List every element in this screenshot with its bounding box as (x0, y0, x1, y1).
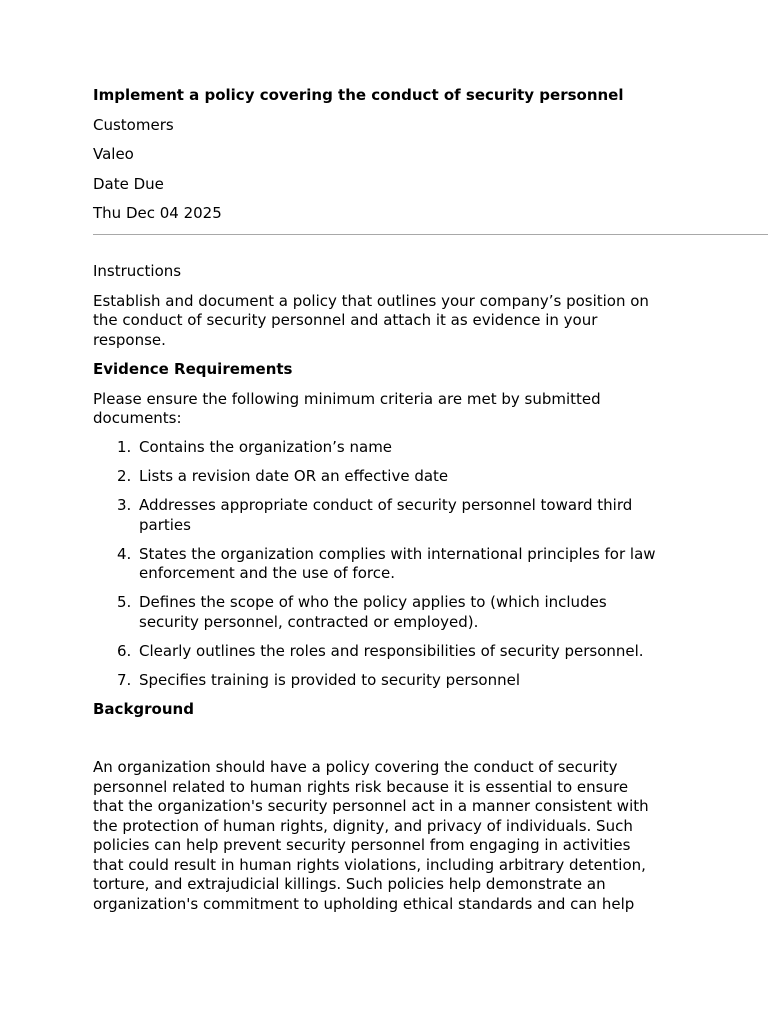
customers-label: Customers (93, 115, 174, 134)
instructions-line: the conduct of security personnel and attach it as evidence in your (93, 311, 598, 329)
list-item-text: Addresses appropriate conduct of security personnel toward third (139, 496, 633, 514)
list-item-number: 5. (117, 593, 132, 611)
background-line: that could result in human rights violations, including arbitrary detention, (93, 855, 646, 874)
date-due-value: Thu Dec 04 2025 (93, 204, 222, 222)
list-item (93, 438, 693, 458)
instructions-line: response. (93, 330, 166, 349)
list-item (93, 593, 693, 632)
background-line: organization's commitment to upholding ethical standards and can help (93, 894, 635, 913)
list-item (93, 642, 693, 662)
list-item-text: parties (139, 515, 191, 534)
background-heading: Background (93, 700, 194, 718)
section-divider (93, 234, 768, 235)
list-item-number: 7. (117, 670, 132, 689)
list-item-text: Defines the scope of who the policy applies to (which includes (139, 593, 607, 611)
list-item-number: 3. (117, 496, 132, 514)
background-line: that the organization's security personnel act in a manner consistent with (93, 797, 649, 815)
background-line: policies can help prevent security personnel from engaging in activities (93, 836, 631, 854)
list-item-text: States the organization complies with international principles for law (139, 544, 656, 563)
list-item-text: Specifies training is provided to security personnel (139, 670, 520, 689)
list-item-number: 1. (117, 438, 132, 456)
instructions-text (93, 292, 693, 351)
background-line: personnel related to human rights risk because it is essential to ensure (93, 777, 629, 796)
list-item-number: 4. (117, 544, 132, 563)
task-body (93, 262, 693, 914)
background-text (93, 758, 693, 914)
list-item-text: Clearly outlines the roles and responsibilities of security personnel. (139, 641, 644, 660)
list-item (93, 545, 693, 584)
list-item (93, 496, 693, 535)
evidence-requirements-list (93, 438, 693, 690)
list-item-text: Contains the organization’s name (139, 438, 393, 456)
list-item-number: 6. (117, 641, 132, 660)
list-item-text: security personnel, contracted or employed). (139, 612, 479, 631)
date-due-label: Date Due (93, 174, 164, 193)
customers-value: Valeo (93, 145, 134, 163)
list-item-number: 2. (117, 467, 132, 485)
task-title: Implement a policy covering the conduct of security personnel (93, 86, 624, 104)
background-line: An organization should have a policy covering the conduct of security (93, 758, 618, 776)
instructions-line: Establish and document a policy that outlines your company’s position on (93, 291, 649, 310)
evidence-heading: Evidence Requirements (93, 360, 293, 378)
task-header (93, 86, 683, 224)
background-line: the protection of human rights, dignity, and privacy of individuals. Such (93, 816, 633, 835)
list-item (93, 671, 693, 691)
evidence-intro (93, 390, 693, 429)
instructions-label: Instructions (93, 262, 182, 280)
evidence-intro-line: Please ensure the following minimum criteria are met by submitted (93, 389, 601, 408)
list-item-text: Lists a revision date OR an effective date (139, 467, 449, 485)
list-item (93, 467, 693, 487)
evidence-intro-line: documents: (93, 409, 182, 427)
background-line: torture, and extrajudicial killings. Such policies help demonstrate an (93, 875, 606, 893)
list-item-text: enforcement and the use of force. (139, 564, 395, 582)
